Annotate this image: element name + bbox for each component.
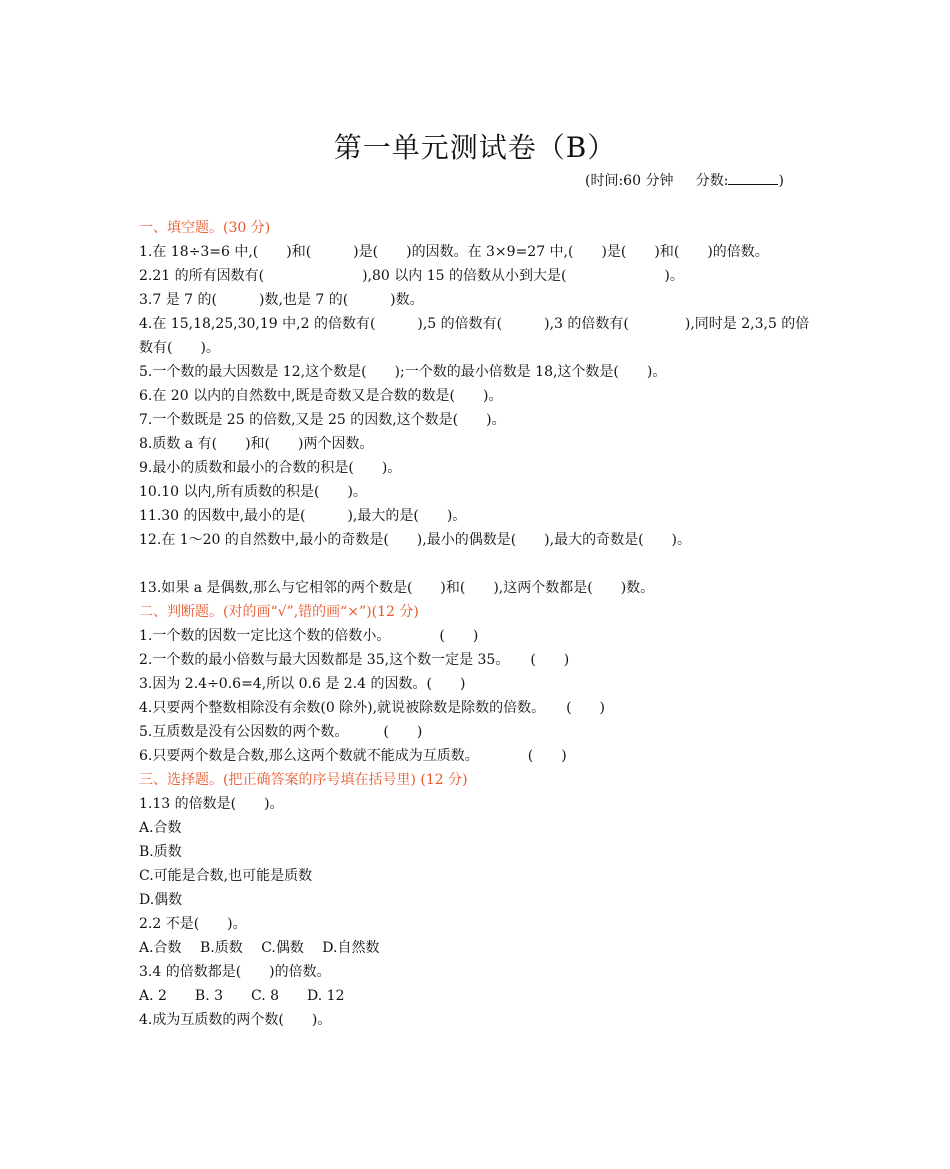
question-item: 1.13 的倍数是( )。 — [139, 796, 284, 812]
choice-options: A. 2 B. 3 C. 8 D. 12 — [139, 988, 345, 1004]
score-blank[interactable] — [728, 170, 778, 185]
question-item: 8.质数 a 有( )和( )两个因数。 — [139, 436, 374, 452]
spacer — [139, 552, 819, 576]
question-item: 1.在 18÷3=6 中,( )和( )是( )的因数。在 3×9=27 中,( )是( )和( )的倍数。 — [139, 244, 769, 260]
question-item: 9.最小的质数和最小的合数的积是( )。 — [139, 460, 402, 476]
question-item: 2.一个数的最小倍数与最大因数都是 35,这个数一定是 35。 ( ) — [139, 652, 570, 668]
section-heading-true-false: 二、判断题。(对的画“√”,错的画“×”)(12 分) — [139, 604, 419, 620]
choice-option: C.可能是合数,也可能是质数 — [139, 868, 313, 884]
exam-content — [139, 216, 819, 1032]
question-item: 10.10 以内,所有质数的积是( )。 — [139, 484, 367, 500]
score-label: 分数: — [695, 173, 729, 189]
question-item: 3.因为 2.4÷0.6=4,所以 0.6 是 2.4 的因数。( ) — [139, 676, 466, 692]
choice-option: B.质数 — [139, 844, 182, 860]
meta-close: ) — [778, 173, 784, 189]
question-item: 11.30 的因数中,最小的是( ),最大的是( )。 — [139, 508, 467, 524]
question-item: 12.在 1～20 的自然数中,最小的奇数是( ),最小的偶数是( ),最大的奇数是( )。 — [139, 532, 692, 548]
question-item: 3.7 是 7 的( )数,也是 7 的( )数。 — [139, 292, 424, 308]
question-item: 2.2 不是( )。 — [139, 916, 247, 932]
question-item: 5.一个数的最大因数是 12,这个数是( );一个数的最小倍数是 18,这个数是( )。 — [139, 364, 667, 380]
section-heading-fill-blank: 一、填空题。(30 分) — [139, 220, 271, 236]
choice-option: D.偶数 — [139, 892, 183, 908]
question-item: 4.在 15,18,25,30,19 中,2 的倍数有( ),5 的倍数有( ),3 的倍数有( ),同时是 2,3,5 的倍数有( )。 — [139, 316, 810, 356]
question-item: 6.在 20 以内的自然数中,既是奇数又是合数的数是( )。 — [139, 388, 503, 404]
question-item: 4.成为互质数的两个数( )。 — [139, 1012, 332, 1028]
question-item: 2.21 的所有因数有( ),80 以内 15 的倍数从小到大是( )。 — [139, 268, 684, 284]
question-item: 7.一个数既是 25 的倍数,又是 25 的因数,这个数是( )。 — [139, 412, 506, 428]
question-item: 6.只要两个数是合数,那么这两个数就不能成为互质数。 ( ) — [139, 748, 567, 764]
choice-options: A.合数 B.质数 C.偶数 D.自然数 — [139, 940, 380, 956]
page-title: 第一单元测试卷（B） — [333, 131, 617, 164]
question-item: 1.一个数的因数一定比这个数的倍数小。 ( ) — [139, 628, 479, 644]
exam-meta — [585, 170, 784, 190]
time-limit: (时间:60 分钟 — [585, 173, 674, 189]
question-item: 4.只要两个整数相除没有余数(0 除外),就说被除数是除数的倍数。 ( ) — [139, 700, 606, 716]
section-heading-multiple-choice: 三、选择题。(把正确答案的序号填在括号里) (12 分) — [139, 772, 468, 788]
choice-option: A.合数 — [139, 820, 182, 836]
question-item: 13.如果 a 是偶数,那么与它相邻的两个数是( )和( ),这两个数都是( )数。 — [139, 580, 655, 596]
question-item: 5.互质数是没有公因数的两个数。 ( ) — [139, 724, 423, 740]
question-item: 3.4 的倍数都是( )的倍数。 — [139, 964, 331, 980]
